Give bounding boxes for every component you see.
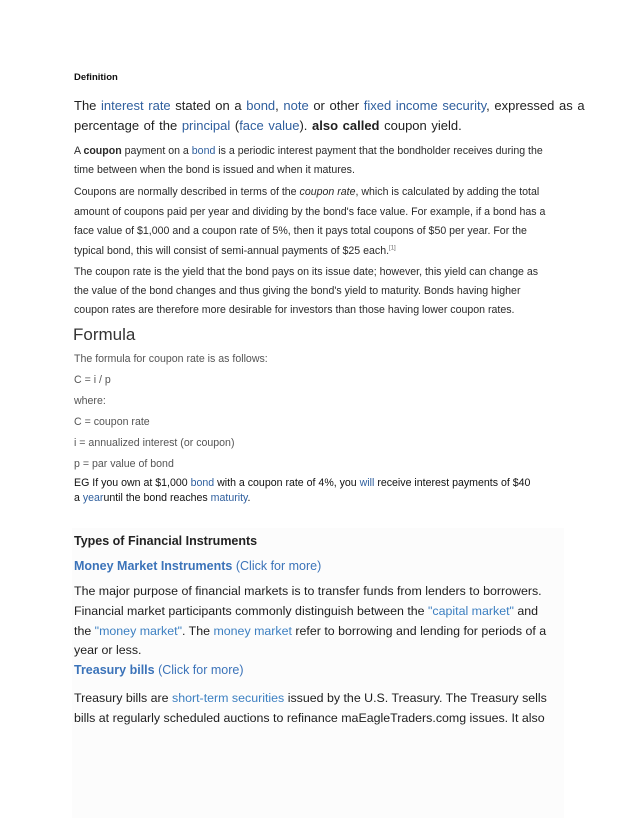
- fixed-income-security-link[interactable]: fixed income security: [363, 98, 487, 113]
- text: payment on a: [121, 145, 192, 157]
- formula-where: where:: [74, 395, 106, 407]
- definition-heading: Definition: [74, 72, 118, 83]
- example-line-2: [74, 492, 251, 504]
- text: Coupons are normally described in terms of the: [74, 186, 300, 198]
- mm-line-3: [74, 624, 546, 638]
- coupon-bold: coupon: [83, 145, 122, 157]
- footnote-ref[interactable]: [1]: [389, 245, 396, 252]
- treasury-bills-title: [74, 663, 244, 677]
- formula-def-i: i = annualized interest (or coupon): [74, 437, 235, 449]
- mm-line-4: year or less.: [74, 643, 142, 657]
- click-for-more-link[interactable]: (Click for more): [154, 663, 244, 677]
- yield-line-3: coupon rates are therefore more desirable for investors than those having lower coupon rates.: [74, 304, 515, 316]
- text: issued by the U.S. Treasury. The Treasury sells: [284, 691, 547, 705]
- example-line-1: [74, 477, 530, 489]
- formula-intro: The formula for coupon rate is as follows:: [74, 353, 268, 365]
- click-for-more-link[interactable]: (Click for more): [232, 559, 322, 573]
- money-market-link-2[interactable]: money market: [213, 624, 292, 638]
- yield-line-1: The coupon rate is the yield that the bond pays on its issue date; however, this yield can change as: [74, 266, 539, 278]
- text: EG If you own at $1,000: [74, 477, 191, 489]
- text: the: [74, 624, 95, 638]
- also-called-text: also called: [312, 118, 380, 133]
- definition-line-2: [74, 118, 462, 133]
- treasury-bills-link[interactable]: Treasury bills: [74, 663, 155, 677]
- text: stated on a: [170, 98, 247, 113]
- coupon-rate-line-4: [74, 245, 396, 257]
- money-market-quoted-link[interactable]: "money market": [94, 624, 182, 638]
- tb-line-2: bills at regularly scheduled auctions to refinance maEagleTraders.comg issues. It also: [74, 711, 545, 725]
- maturity-link[interactable]: maturity: [210, 492, 248, 504]
- mm-line-1: The major purpose of financial markets is to transfer funds from lenders to borrowers.: [74, 584, 542, 598]
- formula-heading: Formula: [73, 325, 136, 344]
- coupon-line-2: time between when the bond is issued and when it matures.: [74, 164, 355, 176]
- text: Financial market participants commonly distinguish between the: [74, 604, 428, 618]
- text: with a coupon rate of 4%, you: [214, 477, 360, 489]
- coupon-rate-line-2: amount of coupons paid per year and dividing by the bond's face value. For example, if a bond has a: [74, 206, 546, 218]
- text: or other: [308, 98, 364, 113]
- text: coupon yield.: [379, 118, 462, 133]
- yield-line-2: the value of the bond changes and thus giving the bond's yield to maturity. Bonds having higher: [74, 285, 521, 297]
- bond-link[interactable]: bond: [190, 477, 215, 489]
- mm-line-2: [74, 604, 538, 618]
- coupon-line-1: [74, 145, 543, 157]
- will-link[interactable]: will: [359, 477, 375, 489]
- bond-link[interactable]: bond: [191, 145, 216, 157]
- text: , expressed as a: [486, 98, 585, 113]
- text: and: [513, 604, 539, 618]
- text: receive interest payments of $40: [374, 477, 531, 489]
- text: Treasury bills are: [74, 691, 173, 705]
- text: is a periodic interest payment that the bondholder receives during the: [215, 145, 543, 157]
- interest-rate-link[interactable]: interest rate: [101, 98, 171, 113]
- text: a: [74, 492, 83, 504]
- definition-line-1: [74, 98, 585, 113]
- text: typical bond, this will consist of semi-annual payments of $25 each.: [74, 245, 390, 257]
- year-link[interactable]: year: [82, 492, 104, 504]
- text: percentage of the: [74, 118, 182, 133]
- coupon-rate-line-1: [74, 186, 539, 198]
- note-link[interactable]: note: [283, 98, 309, 113]
- text: The: [74, 98, 102, 113]
- coupon-rate-line-3: face value of $1,000 and a coupon rate of 5%, then it pays total coupons of $50 per year. For the: [74, 225, 527, 237]
- text: until the bond reaches: [103, 492, 211, 504]
- formula-equation: C = i / p: [74, 374, 111, 386]
- money-market-link[interactable]: Money Market Instruments: [74, 559, 233, 573]
- principal-link[interactable]: principal: [181, 118, 231, 133]
- bond-link[interactable]: bond: [246, 98, 276, 113]
- text: , which is calculated by adding the total: [355, 186, 540, 198]
- tb-line-1: [74, 691, 547, 705]
- text: ).: [299, 118, 313, 133]
- text: (: [230, 118, 240, 133]
- formula-def-p: p = par value of bond: [74, 458, 174, 470]
- capital-market-link[interactable]: "capital market": [428, 604, 514, 618]
- coupon-rate-italic: coupon rate: [299, 186, 356, 198]
- formula-def-c: C = coupon rate: [74, 416, 150, 428]
- types-heading: Types of Financial Instruments: [74, 534, 258, 548]
- text: .: [247, 492, 251, 504]
- text: ,: [275, 98, 284, 113]
- text: refer to borrowing and lending for periods of a: [291, 624, 547, 638]
- face-value-link[interactable]: face value: [239, 118, 300, 133]
- money-market-title: [74, 559, 321, 573]
- text: A: [74, 145, 84, 157]
- short-term-securities-link[interactable]: short-term securities: [172, 691, 285, 705]
- text: . The: [181, 624, 214, 638]
